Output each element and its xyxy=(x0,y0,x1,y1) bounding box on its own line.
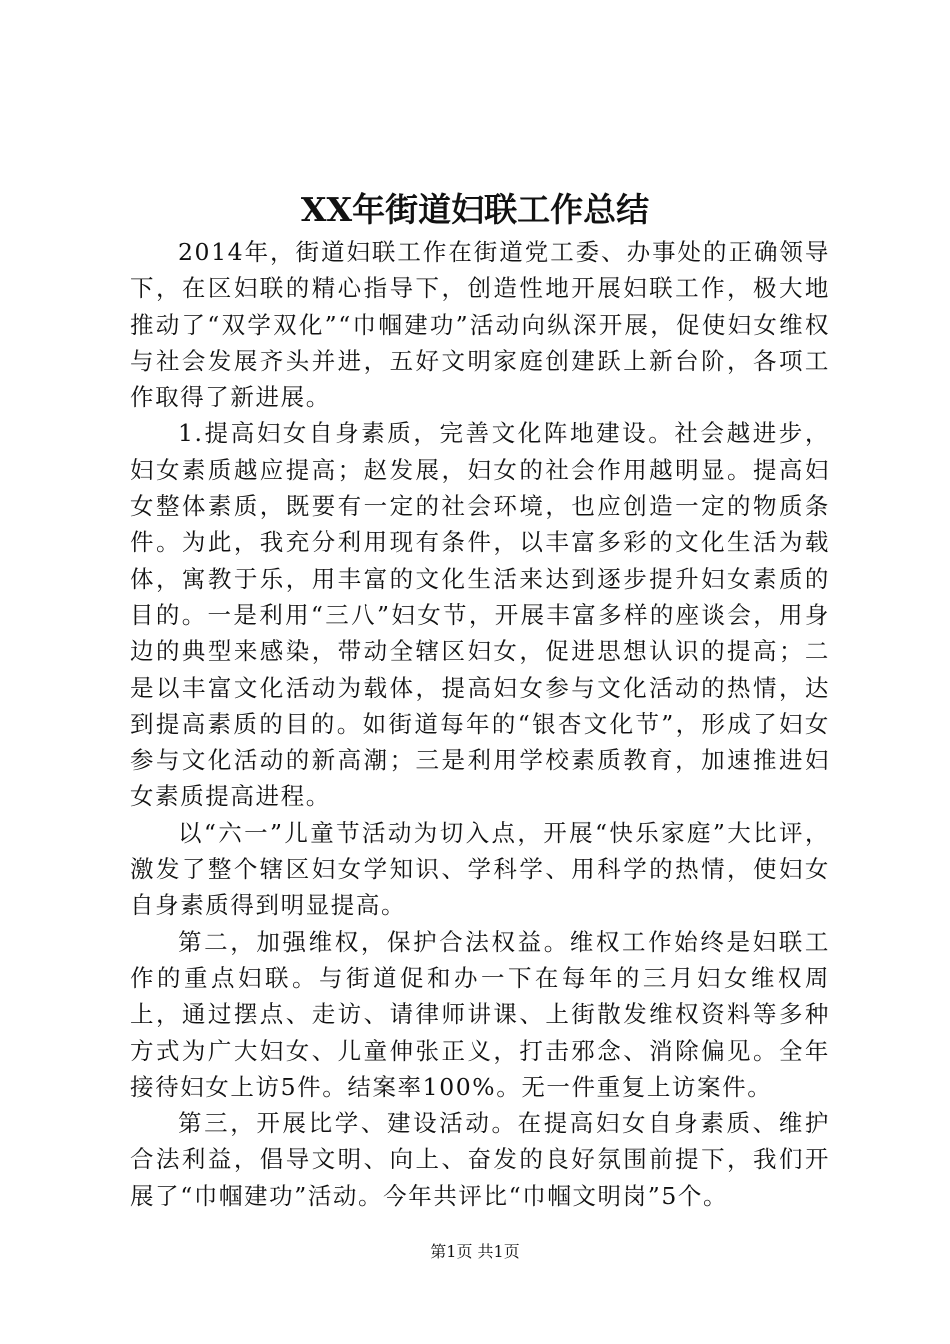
paragraph: 1.提高妇女自身素质，完善文化阵地建设。社会越进步，妇女素质越应提高；赵发展，妇女的社会作用越明显。提高妇女整体素质，既要有一定的社会环境，也应创造一定的物质条件。为此，我充分利用现有条件，以丰富多彩的文化生活为载体，寓教于乐，用丰富的文化生活来达到逐步提升妇女素质的目的。一是利用“三八”妇女节，开展丰富多样的座谈会，用身边的典型来感染，带动全辖区妇女，促进思想认识的提高；二是以丰富文化活动为载体，提高妇女参与文化活动的热情，达到提高素质的目的。如街道每年的“银杏文化节”，形成了妇女参与文化活动的新高潮；三是利用学校素质教育，加速推进妇女素质提高进程。 xyxy=(130,419,830,811)
paragraph: 以“六一”儿童节活动为切入点，开展“快乐家庭”大比评，激发了整个辖区妇女学知识、学科学、用科学的热情，使妇女自身素质得到明显提高。 xyxy=(130,818,830,920)
document-title: XX年街道妇联工作总结 xyxy=(300,190,650,229)
document-body xyxy=(130,234,830,1214)
paragraph: 第二，加强维权，保护合法权益。维权工作始终是妇联工作的重点妇联。与街道促和办一下在每年的三月妇女维权周上，通过摆点、走访、请律师讲课、上街散发维权资料等多种方式为广大妇女、儿童伸张正义，打击邪念、消除偏见。全年接待妇女上访5件。结案率100%。无一件重复上访案件。 xyxy=(130,927,830,1101)
paragraph: 第三，开展比学、建设活动。在提高妇女自身素质、维护合法利益，倡导文明、向上、奋发的良好氛围前提下，我们开展了“巾帼建功”活动。今年共评比“巾帼文明岗”5个。 xyxy=(130,1109,830,1210)
page-footer: 第1页 共1页 xyxy=(430,1242,520,1261)
paragraph: 2014年，街道妇联工作在街道党工委、办事处的正确领导下，在区妇联的精心指导下，创造性地开展妇联工作，极大地推动了“双学双化”“巾帼建功”活动向纵深开展，促使妇女维权与社会发展齐头并进，五好文明家庭创建跃上新台阶，各项工作取得了新进展。 xyxy=(130,238,830,412)
